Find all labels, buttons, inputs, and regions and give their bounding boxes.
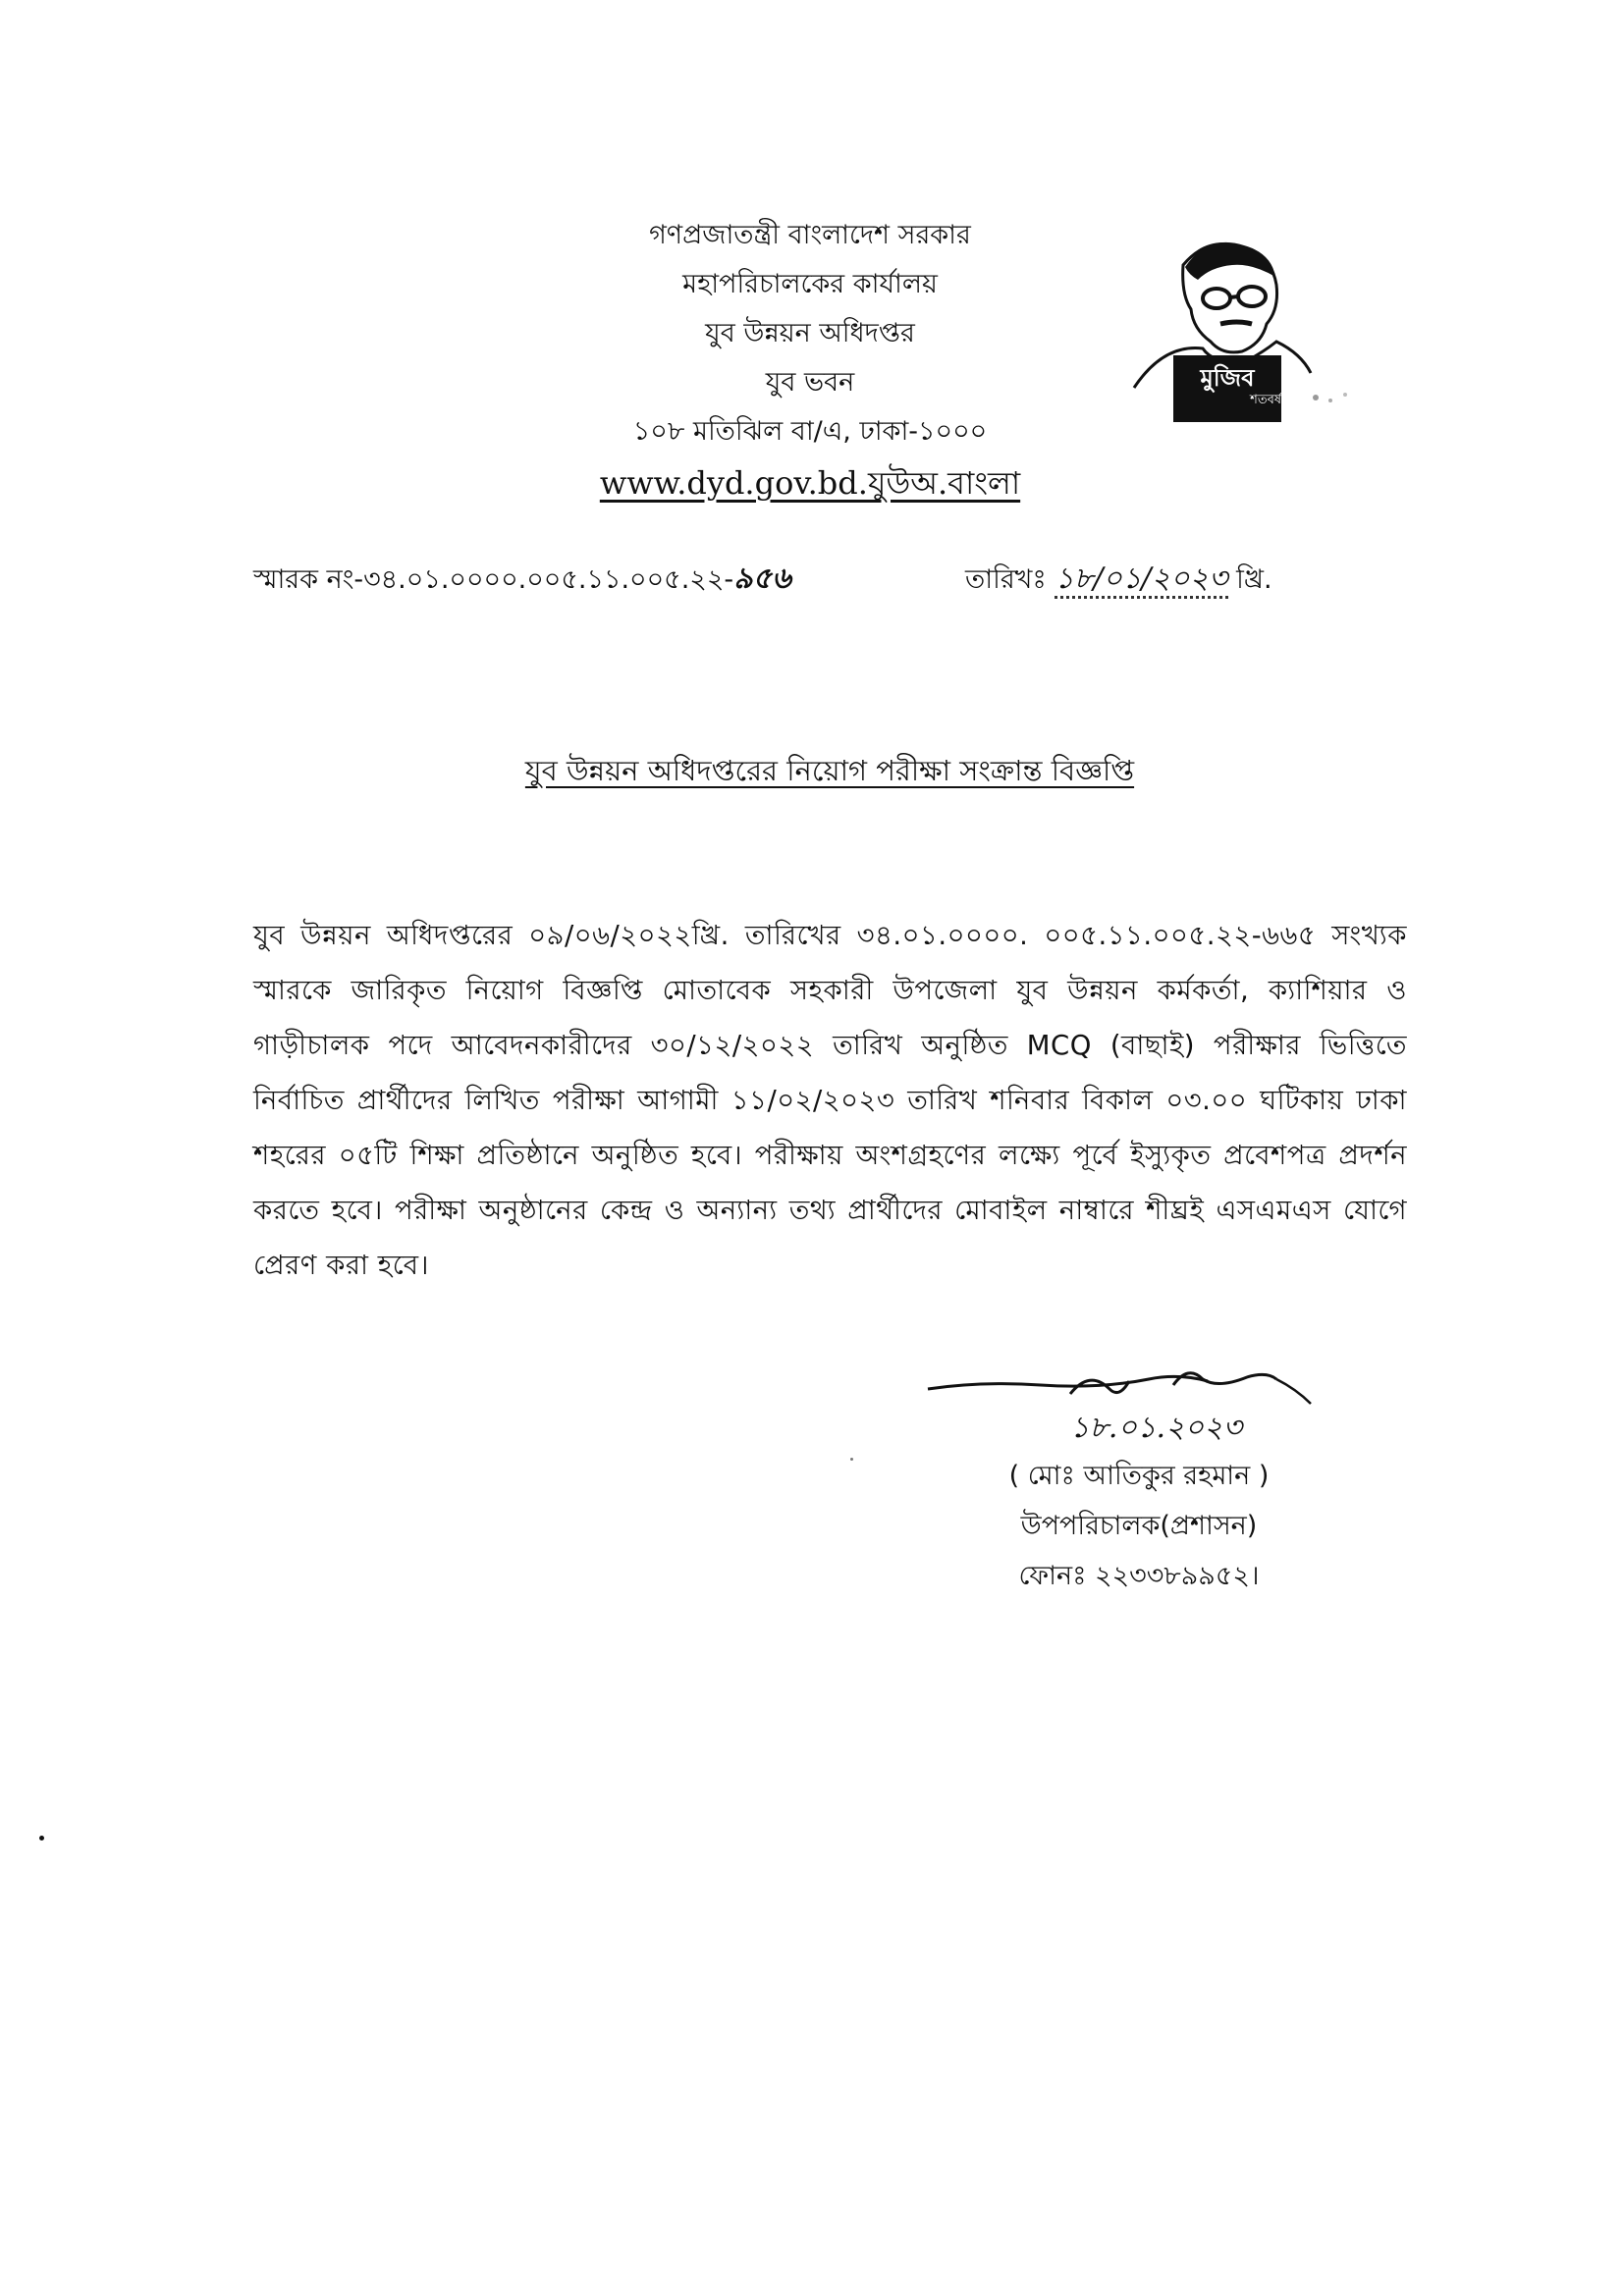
letterhead: [550, 211, 1070, 509]
signatory-block: [952, 1451, 1325, 1601]
memo-date: [965, 555, 1272, 605]
website-link[interactable]: www.dyd.gov.bd.যুউঅ.বাংলা: [599, 464, 1021, 502]
address: ১০৮ মতিঝিল বা/এ, ঢাকা-১০০০: [632, 416, 988, 447]
notice-body: যুব উন্নয়ন অধিদপ্তরের ০৯/০৬/২০২২খ্রি. তারিখের ৩৪.০১.০০০০. ০০৫.১১.০০৫.২২-৬৬৫ সংখ্যক স্মারকে জারিকৃত নিয়োগ বিজ্ঞপ্তি মোতাবেক সহকারী উপজেলা যুব উন্নয়ন কর্মকর্তা, ক্যাশিয়ার ও গাড়ীচালক পদে আবেদনকারীদের ৩০/১২/২০২২ তারিখ অনুষ্ঠিত MCQ (বাছাই) পরীক্ষার ভিত্তিতে নির্বাচিত প্রার্থীদের লিখিত পরীক্ষা আগামী ১১/০২/২০২৩ তারিখ শনিবার বিকাল ০৩.০০ ঘটিকায় ঢাকা শহরের ০৫টি শিক্ষা প্রতিষ্ঠানে অনুষ্ঠিত হবে। পরীক্ষায় অংশগ্রহণের লক্ষ্যে পূর্বে ইস্যুকৃত প্রবেশপত্র প্রদর্শন করতে হবে। পরীক্ষা অনুষ্ঠানের কেন্দ্র ও অন্যান্য তথ্য প্রার্থীদের মোবাইল নাম্বারে শীঘ্রই এসএমএস যোগে প্রেরণ করা হবে।: [253, 920, 1407, 1281]
memo-label: স্মারক নং-৩৪.০১.০০০০.০০৫.১১.০০৫.২২-: [253, 564, 734, 595]
memo-handwritten-number: ৯৫৬: [733, 561, 791, 596]
govt-name: গণপ্রজাতন্ত্রী বাংলাদেশ সরকার: [649, 220, 971, 250]
logo-subtext: শতবর্ষ: [1250, 393, 1281, 407]
mujib-borsho-logo-icon: [1114, 226, 1370, 422]
signatory-designation: উপপরিচালক(প্রশাসন): [1020, 1511, 1258, 1541]
office-name: মহাপরিচালকের কার্যালয়: [682, 269, 938, 299]
signatory-name: ( মোঃ আতিকুর রহমান ): [1008, 1461, 1270, 1491]
scan-speck: [850, 1458, 853, 1461]
signature-date: ১৮.০১.২০২৩: [1070, 1411, 1243, 1445]
logo-text: মুজিব: [1200, 364, 1255, 392]
date-label: তারিখঃ: [965, 564, 1047, 595]
date-value: ১৮/০১/২০২৩: [1055, 561, 1227, 599]
notice-title: যুব উন্নয়ন অধিদপ্তরের নিয়োগ পরীক্ষা সংক্রান্ত বিজ্ঞপ্তি: [524, 754, 1135, 787]
building-name: যুব ভবন: [765, 367, 855, 398]
department-name: যুব উন্নয়ন অধিদপ্তর: [705, 318, 915, 348]
signatory-phone: ফোনঃ ২২৩৩৮৯৯৫২।: [1018, 1561, 1260, 1591]
scan-speck: [39, 1836, 44, 1841]
date-suffix: খ্রি.: [1236, 564, 1272, 595]
memo-row: [253, 555, 1382, 604]
memo-number: [253, 555, 791, 605]
